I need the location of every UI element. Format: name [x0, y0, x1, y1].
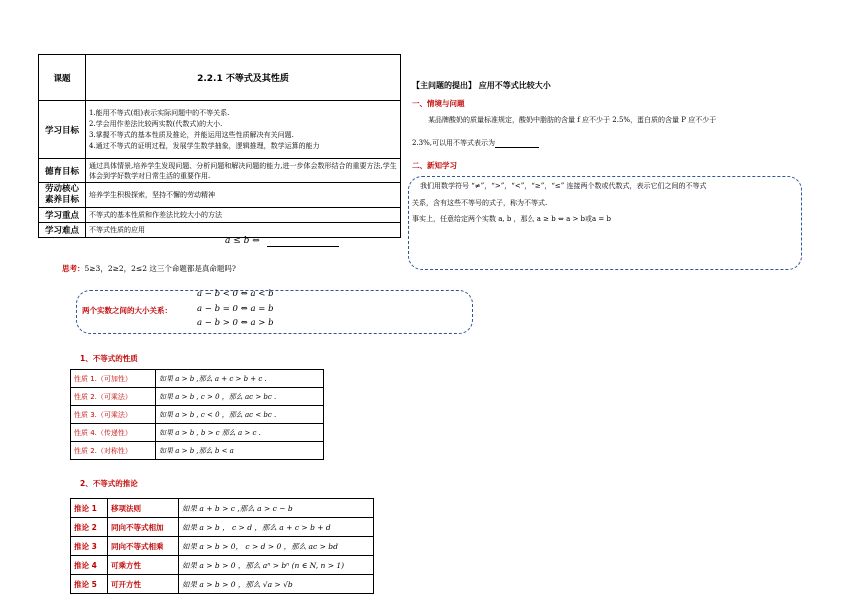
table-row — [71, 424, 324, 442]
labor-label-line: 素养目标 — [44, 195, 79, 205]
answer-blank — [495, 139, 539, 148]
focus-text: 不等式的基本性质和作差法比较大小的方法 — [86, 208, 401, 223]
property-text: 如果 a > b , b > c 那么 a > c . — [156, 424, 324, 442]
inference-number: 推论 1 — [71, 499, 108, 518]
inference-name: 可乘方性 — [108, 556, 179, 575]
inference-text: 如果 a > b ， c > d ，那么 a + c > b + d — [179, 518, 374, 537]
table-row — [71, 388, 324, 406]
inference-number: 推论 2 — [71, 518, 108, 537]
inference-text: 如果 a > b > 0， c > d > 0 ，那么 ac > bd — [179, 537, 374, 556]
inference-number: 推论 4 — [71, 556, 108, 575]
inference-name: 同向不等式相加 — [108, 518, 179, 537]
inference-name: 可开方性 — [108, 575, 179, 594]
equiv-text: a ≤ b ⇔ — [225, 236, 260, 246]
goal-item: 1.能用不等式(组)表示实际问题中的不等关系. — [89, 108, 230, 117]
definition-text-1: 我们用数学符号 “≠”，“>”，“<”，“≥”，“≤” 连接两个数或代数式，表示它们之间的不等式 — [420, 182, 707, 190]
definition-text-3: 事实上，任意给定两个实数 a, b ，那么 a ≥ b ⇔ a > b或a = b — [412, 215, 612, 223]
inference-text: 如果 a + b > c ,那么 a > c − b — [179, 499, 374, 518]
goal-label: 学习目标 — [39, 101, 86, 159]
focus-label: 学习重点 — [39, 208, 86, 223]
situation-text-1: 某品牌酸奶的质量标准规定，酸奶中脂肪的含量 f 应不少于 2.5%，蛋白质的含量 P 应不少于 — [428, 116, 717, 124]
property-text: 如果 a > b , c > 0 ，那么 ac > bc . — [156, 388, 324, 406]
situation-text-2-line — [412, 138, 539, 148]
think-label: 思考： — [62, 264, 85, 273]
section1-title: 1、不等式的性质 — [80, 354, 138, 363]
properties-table — [70, 369, 324, 460]
compare-row: a − b > 0 ⇔ a > b — [197, 318, 274, 328]
property-label: 性质 2.（可乘法） — [71, 388, 156, 406]
property-label: 性质 1.（可加性） — [71, 370, 156, 388]
lesson-title: 2.2.1 不等式及其性质 — [86, 55, 401, 101]
property-text: 如果 a > b ,那么 b < a — [156, 442, 324, 460]
inference-text: 如果 a > b > 0 ，那么 √a > √b — [179, 575, 374, 594]
property-text: 如果 a > b ,那么 a + c > b + c . — [156, 370, 324, 388]
table-row — [71, 556, 374, 575]
main-question-title: 【主问题的提出】 应用不等式比较大小 — [412, 81, 551, 90]
table-row — [71, 442, 324, 460]
table-row — [71, 575, 374, 594]
compare-row: a − b < 0 ⇔ a < b — [197, 289, 274, 299]
section2-title: 2、不等式的推论 — [80, 479, 138, 488]
property-label: 性质 4.（传递性） — [71, 424, 156, 442]
table-row — [71, 406, 324, 424]
inference-name: 同向不等式相乘 — [108, 537, 179, 556]
goal-item: 4.通过不等式的证明过程，发展学生数学抽象，逻辑推理，数学运算的能力 — [89, 141, 320, 150]
new-knowledge-title: 二、新知学习 — [412, 161, 457, 170]
inference-text: 如果 a > b > 0 ，那么 aⁿ > bⁿ (n ∈ N, n > 1) — [179, 556, 374, 575]
definition-text-2: 关系，含有这些不等号的式子，称为不等式. — [412, 199, 548, 207]
table-row — [71, 370, 324, 388]
labor-text: 培养学生积极探索，坚持不懈的劳动精神 — [86, 183, 401, 208]
situation-text-2: 2.3%,可以用不等式表示为 — [412, 139, 496, 147]
labor-label-line: 劳动核心 — [44, 184, 79, 194]
property-label: 性质 2.（对称性） — [71, 442, 156, 460]
lesson-info-table — [38, 54, 401, 238]
moral-text: 通过具体情景,培养学生发现问题、分析问题和解决问题的能力,进一步体会数形结合的重要方法,学生体会到学好数学对日常生活的重要作用. — [86, 159, 401, 183]
inference-number: 推论 5 — [71, 575, 108, 594]
table-row — [71, 518, 374, 537]
inference-name: 移项法则 — [108, 499, 179, 518]
table-row — [71, 499, 374, 518]
compare-row: a − b = 0 ⇔ a = b — [197, 303, 274, 314]
property-text: 如果 a > b , c < 0 ，那么 ac < bc . — [156, 406, 324, 424]
goal-item: 2.学会用作差法比较两实数(代数式)的大小. — [89, 119, 223, 128]
goal-list — [86, 101, 401, 159]
property-label: 性质 3.（可乘法） — [71, 406, 156, 424]
labor-label — [39, 183, 86, 208]
equiv-line — [225, 236, 339, 247]
table-row — [71, 537, 374, 556]
difficulty-text: 不等式性质的应用 — [86, 223, 401, 238]
moral-label: 德育目标 — [39, 159, 86, 183]
compare-rows — [197, 287, 274, 331]
think-text: 5≥3，2≥2，2≤2 这三个命题都是真命题吗? — [84, 264, 236, 273]
difficulty-label: 学习难点 — [39, 223, 86, 238]
blank-line — [267, 236, 339, 247]
inferences-table — [70, 498, 374, 594]
compare-label: 两个实数之间的大小关系： — [82, 306, 172, 315]
inference-number: 推论 3 — [71, 537, 108, 556]
situation-title: 一、情境与问题 — [412, 99, 465, 108]
think-line — [62, 263, 236, 274]
goal-item: 3.掌握不等式的基本性质及推论，并能运用这些性质解决有关问题. — [89, 130, 294, 139]
keti-label: 课题 — [39, 55, 86, 101]
